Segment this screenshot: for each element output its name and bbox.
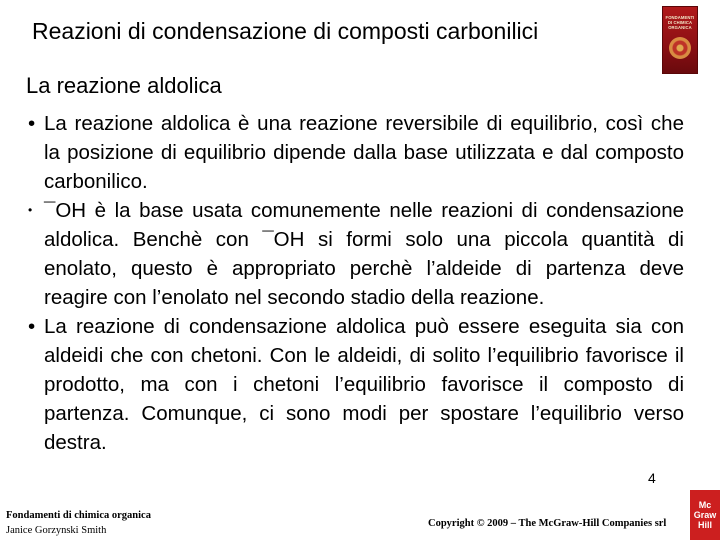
bullet-item <box>24 109 684 196</box>
footer-copyright: Copyright © 2009 – The McGraw-Hill Companies srl <box>428 518 667 529</box>
book-cover-image <box>662 6 698 74</box>
footer-book-title: Fondamenti di chimica organica <box>6 510 151 521</box>
footer-book-info <box>6 508 151 538</box>
bullet-item <box>24 196 684 312</box>
bullet-text: La reazione aldolica è una reazione reversibile di equilibrio, così che la posizione di equilibrio dipende dalla base utilizzata e dal composto carbonilico. <box>44 112 684 193</box>
bullet-text: La reazione di condensazione aldolica può essere eseguita sia con aldeidi che con chetoni. Con le aldeidi, di solito l’equilibrio favorisce il prodotto, ma con i chetoni l’equilibrio favorisce il composto di partenza. Comunque, ci sono modi per spostare l’equilibrio verso destra. <box>44 315 684 454</box>
bullet-dot-icon: • <box>28 112 36 135</box>
bullet-item <box>24 312 684 457</box>
book-cover-ornament <box>669 37 691 59</box>
bullet-text: ¯OH è la base usata comunemente nelle reazioni di condensazione aldolica. Benchè con ¯OH si formi solo una piccola quantità di enolato, questo è appropriato perchè l’aldeide di partenza deve reagire con l’enolato nel secondo stadio della reazione. <box>44 199 684 309</box>
slide-subtitle: La reazione aldolica <box>26 73 222 98</box>
bullet-dot-icon: • <box>28 203 33 217</box>
slide-content <box>24 109 684 457</box>
footer-author: Janice Gorzynski Smith <box>6 525 107 536</box>
bullet-dot-icon: • <box>28 315 36 338</box>
mcgraw-hill-logo: Mc Graw Hill <box>690 490 720 540</box>
slide-number: 4 <box>648 470 656 486</box>
slide-title: Reazioni di condensazione di composti carbonilici <box>32 18 539 44</box>
book-cover-text: FONDAMENTI DI CHIMICA ORGANICA <box>665 15 695 31</box>
